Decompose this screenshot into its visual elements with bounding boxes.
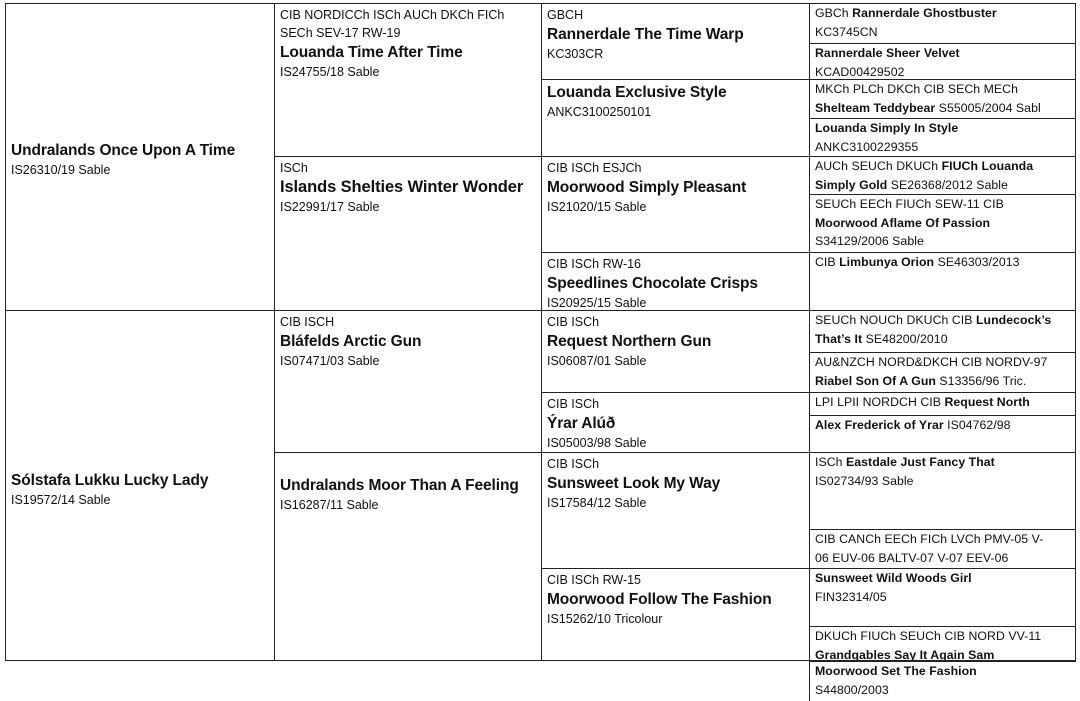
registration-number: IS22991/17 Sable	[280, 200, 380, 214]
dog-cell-gen3	[541, 156, 809, 252]
dog-cell-gen3	[541, 3, 809, 79]
pedigree-line	[815, 393, 1071, 412]
pedigree-line	[815, 80, 1071, 99]
registration-number: IS21020/15 Sable	[547, 200, 647, 214]
dog-info: LPI LPII NORDCH CIB	[815, 395, 945, 409]
pedigree-line	[815, 99, 1071, 118]
pedigree-line	[815, 646, 1071, 661]
dog-cell-gen3	[541, 310, 809, 392]
registration-number: IS06087/01 Sable	[547, 354, 647, 368]
pedigree-line	[815, 138, 1071, 156]
dog-name: Riabel Son Of A Gun	[815, 373, 936, 388]
dog-name: Moorwood Follow The Fashion	[547, 591, 772, 608]
pedigree-line	[815, 372, 1071, 391]
registration-number: IS15262/10 Tricolour	[547, 612, 663, 626]
dog-titles: SECh SEV-17 RW-19	[280, 26, 401, 40]
pedigree-line	[815, 569, 1071, 588]
dog-cell-gen3	[541, 252, 809, 310]
dog-name: Rannerdale The Time Warp	[547, 26, 744, 43]
registration-number: KC303CR	[547, 47, 604, 61]
dog-name: Request North	[944, 395, 1030, 409]
registration-number: IS07471/03 Sable	[280, 354, 380, 368]
dog-cell-gen4	[809, 568, 1076, 626]
dog-cell-gen4	[809, 415, 1076, 452]
dog-name: Undralands Moor Than A Feeling	[280, 477, 519, 494]
dog-name: Sunsweet Look My Way	[547, 475, 721, 492]
pedigree-line	[815, 472, 1071, 491]
dog-titles: CIB ISCH	[280, 315, 335, 329]
dog-cell-gen4	[809, 529, 1076, 568]
dog-name: Louanda Simply In Style	[815, 121, 959, 135]
dog-info: ISCh	[815, 455, 847, 469]
dog-name: Rannerdale Sheer Velvet	[815, 46, 960, 60]
registration-number: IS16287/11 Sable	[280, 498, 379, 512]
dog-name: Lundecock’s	[976, 313, 1052, 327]
dog-name: Islands Shelties Winter Wonder	[280, 178, 524, 196]
pedigree-line	[815, 195, 1071, 214]
registration-number: IS24755/18 Sable	[280, 65, 380, 79]
pedigree-line	[815, 157, 1071, 176]
dog-name: Speedlines Chocolate Crisps	[547, 275, 758, 292]
dog-info: IS02734/93 Sable	[815, 473, 914, 488]
dog-name: Moorwood Set The Fashion	[815, 664, 977, 678]
dog-name: Ýrar Alúð	[547, 415, 616, 432]
registration-number: IS19572/14 Sable	[11, 492, 111, 507]
dog-titles: CIB ISCh	[547, 315, 600, 329]
dog-name: Rannerdale Ghostbuster	[852, 6, 997, 20]
dog-name: Sunsweet Wild Woods Girl	[815, 571, 972, 585]
dog-cell-gen4	[809, 310, 1076, 352]
dog-info: CIB	[815, 255, 840, 269]
pedigree-line	[815, 4, 1071, 23]
dog-info: SEUCh NOUCh DKUCh CIB	[815, 313, 976, 327]
dog-cell-gen4	[809, 79, 1076, 118]
dog-titles: CIB ISCh	[547, 457, 600, 471]
dog-name: Louanda Time After Time	[280, 44, 463, 61]
dog-info: DKUCh FIUCh SEUCh CIB NORD VV-11	[815, 629, 1042, 643]
pedigree-line	[815, 627, 1071, 646]
dog-name: Moorwood Simply Pleasant	[547, 179, 747, 196]
pedigree-line	[815, 176, 1071, 194]
registration-number: IS05003/98 Sable	[547, 436, 647, 450]
dog-cell-gen4	[809, 194, 1076, 252]
dog-titles: GBCH	[547, 8, 584, 22]
pedigree-line	[815, 353, 1071, 372]
registration-number: IS17584/12 Sable	[547, 496, 647, 510]
pedigree-line	[815, 23, 1071, 42]
dog-info: SE48200/2010	[862, 331, 948, 346]
dog-name: Undralands Once Upon A Time	[11, 141, 236, 159]
pedigree-line	[815, 416, 1071, 435]
dog-name: Limbunya Orion	[839, 255, 935, 269]
pedigree-line	[815, 119, 1071, 138]
pedigree-line	[815, 63, 1071, 79]
dog-info: IS04762/98	[943, 418, 1011, 432]
pedigree-line	[815, 530, 1071, 549]
dog-titles: CIB NORDICCh ISCh AUCh DKCh FICh	[280, 8, 505, 22]
dog-cell-gen4	[809, 3, 1076, 43]
dog-name: Simply Gold	[815, 177, 888, 192]
dog-cell-gen2	[274, 310, 541, 452]
dog-cell-gen3	[541, 452, 809, 568]
registration-number: ANKC3100250101	[547, 105, 652, 119]
dog-titles: ISCh	[280, 161, 308, 175]
dog-info: SEUCh EECh FIUCh SEW-11 CIB	[815, 197, 1004, 211]
registration-number: IS20925/15 Sable	[547, 296, 647, 310]
dog-name: Sólstafa Lukku Lucky Lady	[11, 471, 209, 489]
dog-name: Louanda Exclusive Style	[547, 84, 727, 101]
dog-cell-gen2	[274, 452, 541, 661]
pedigree-line	[815, 232, 1071, 251]
dog-name: Eastdale Just Fancy That	[846, 455, 995, 469]
dog-info: AUCh SEUCh DKUCh	[815, 159, 942, 173]
pedigree-line	[815, 44, 1071, 63]
dog-info: SE46303/2013	[934, 255, 1020, 269]
dog-name: Moorwood Aflame Of Passion	[815, 215, 991, 230]
dog-name: Request Northern Gun	[547, 333, 712, 350]
dog-info: CIB CANCh EECh FICh LVCh PMV-05 V-	[815, 532, 1044, 546]
dog-info: SE26368/2012 Sable	[887, 177, 1008, 192]
dog-cell-gen2	[274, 3, 541, 156]
dog-info: ANKC3100229355	[815, 139, 919, 154]
dog-cell-gen4	[809, 156, 1076, 194]
dog-info: S13356/96 Tric.	[935, 373, 1027, 388]
pedigree-line	[815, 588, 1071, 607]
dog-info: 06 EUV-06 BALTV-07 V-07 EEV-06	[815, 550, 1009, 565]
dog-titles: CIB ISCh	[547, 397, 600, 411]
dog-cell-gen3	[541, 568, 809, 661]
dog-cell-gen2	[274, 156, 541, 310]
pedigree-line	[815, 453, 1071, 472]
dog-cell-gen4	[809, 43, 1076, 79]
pedigree-line	[815, 253, 1071, 272]
dog-titles: CIB ISCh RW-16	[547, 257, 642, 271]
dog-cell-gen4	[809, 626, 1076, 661]
dog-info: KC3745CN	[815, 24, 878, 39]
pedigree-line	[815, 549, 1071, 568]
registration-number: IS26310/19 Sable	[11, 162, 111, 177]
pedigree-line	[815, 330, 1071, 349]
dog-name: That’s It	[815, 331, 863, 346]
dog-info: S34129/2006 Sable	[815, 234, 924, 249]
dog-name: FIUCh Louanda	[941, 159, 1034, 173]
dog-cell-gen4	[809, 252, 1076, 310]
dog-cell-gen4	[809, 352, 1076, 392]
dog-info: S55005/2004 Sabl	[935, 100, 1041, 115]
dog-info: KCAD00429502	[815, 64, 905, 79]
dog-name: Shelteam Teddybear	[815, 100, 936, 115]
pedigree-line	[815, 681, 1071, 700]
dog-cell-gen1	[5, 310, 274, 661]
dog-cell-gen4	[809, 452, 1076, 529]
dog-info: MKCh PLCh DKCh CIB SECh MECh	[815, 82, 1018, 96]
dog-name: Grandgables Say It Again Sam	[815, 647, 995, 661]
dog-info: AU&NZCH NORD&DKCH CIB NORDV-97	[815, 355, 1048, 369]
dog-info: S44800/2003	[815, 682, 889, 697]
pedigree-line	[815, 311, 1071, 330]
pedigree-line	[815, 214, 1071, 233]
dog-info: FIN32314/05	[815, 589, 887, 604]
dog-cell-gen4	[809, 661, 1076, 701]
dog-name: Bláfelds Arctic Gun	[280, 333, 422, 350]
dog-titles: CIB ISCh ESJCh	[547, 161, 642, 175]
dog-cell-gen1	[5, 3, 274, 310]
dog-cell-gen4	[809, 118, 1076, 156]
dog-cell-gen3	[541, 79, 809, 156]
dog-titles: CIB ISCh RW-15	[547, 573, 642, 587]
dog-cell-gen3	[541, 392, 809, 452]
dog-info: GBCh	[815, 6, 853, 20]
dog-name: Alex Frederick of Yrar	[815, 418, 944, 432]
dog-cell-gen4	[809, 392, 1076, 415]
